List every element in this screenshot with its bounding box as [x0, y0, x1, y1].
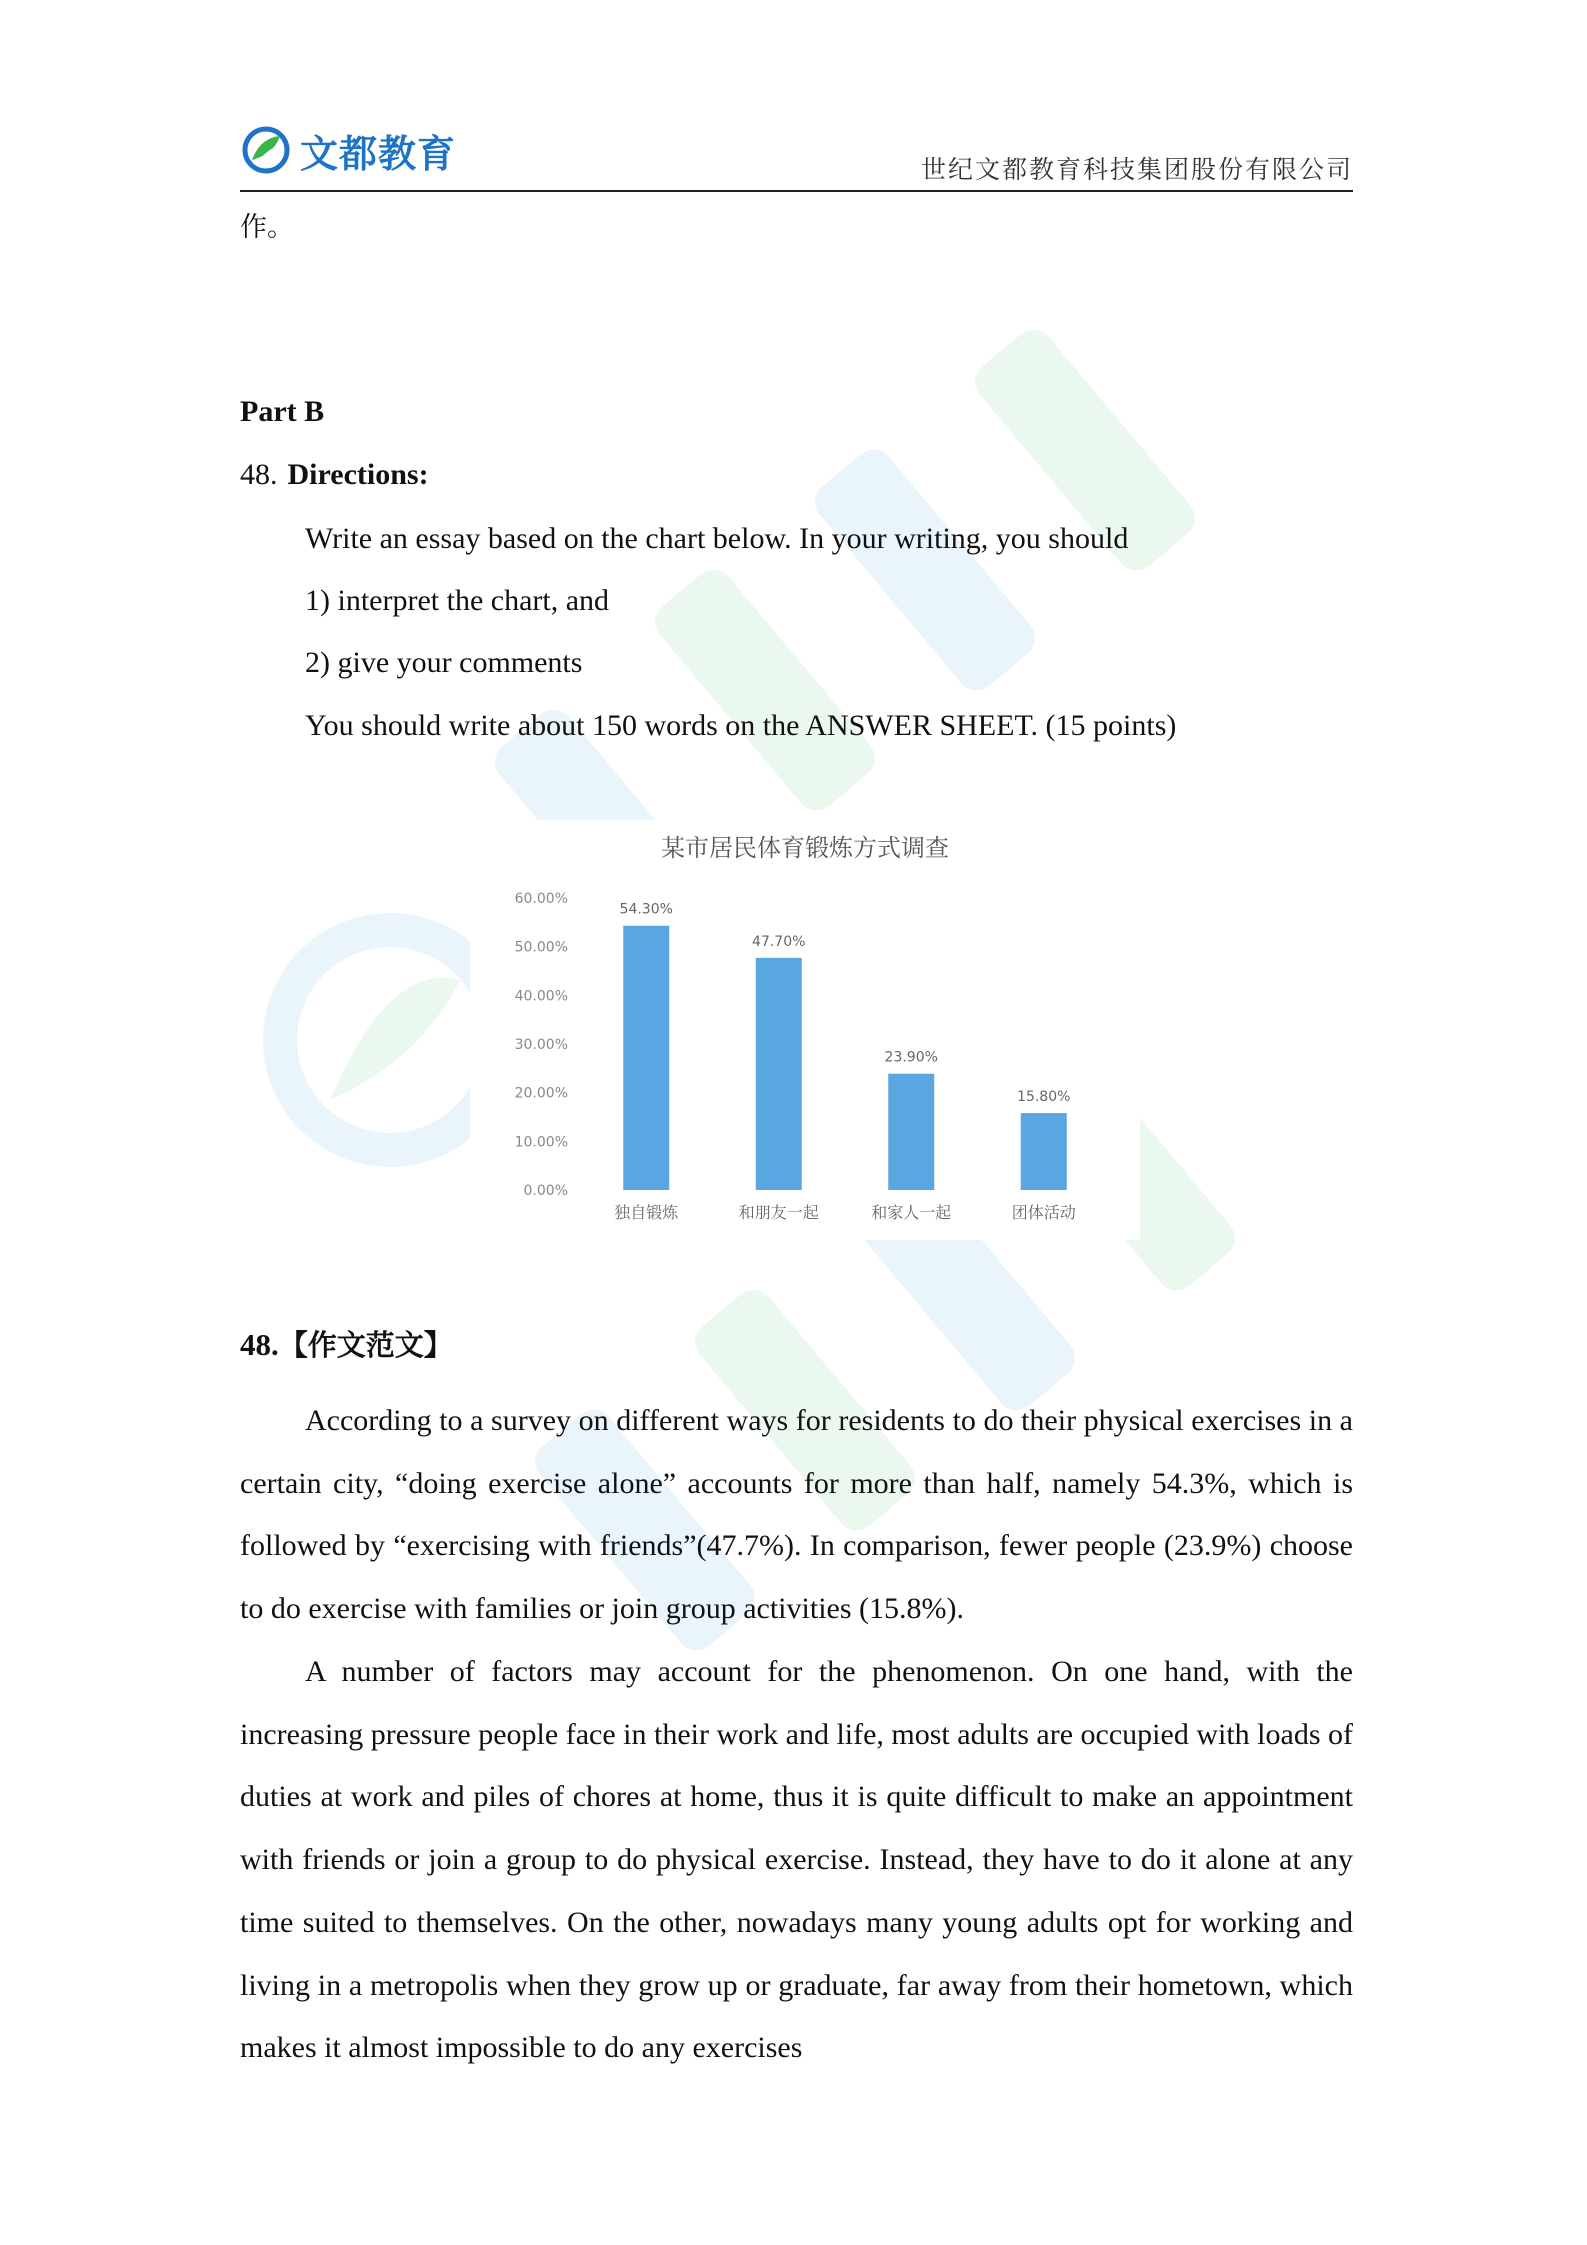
brand-logo	[240, 122, 456, 178]
logo-icon	[240, 124, 292, 176]
bar	[756, 958, 802, 1190]
logo-text: 文都教育	[300, 131, 457, 176]
data-label: 54.30%	[619, 901, 673, 918]
essay-paragraph: According to a survey on different ways for residents to do their physical exercises in a certain city, “doing exercise alone” accounts for more than half, namely 54.3%, which is followed by “exercising with friends”(47.7%). In comparison, fewer people (23.9%) choose to do exercise with families or join group activities (15.8%).	[240, 1404, 1353, 1626]
section-heading: Part B	[240, 395, 325, 428]
y-tick-label: 0.00%	[523, 1183, 568, 1199]
y-tick-label: 30.00%	[514, 1037, 568, 1053]
question-number: 48.	[240, 458, 278, 491]
direction-line: You should write about 150 words on the ANSWER SHEET. (15 points)	[305, 709, 1177, 742]
direction-line: 2) give your comments	[305, 646, 583, 679]
x-tick-label: 团体活动	[1011, 1203, 1076, 1222]
x-tick-label: 独自锻炼	[614, 1203, 679, 1222]
y-tick-label: 10.00%	[514, 1134, 568, 1151]
x-tick-label: 和朋友一起	[738, 1203, 819, 1222]
y-tick-label: 60.00%	[514, 891, 568, 907]
data-label: 15.80%	[1017, 1089, 1071, 1106]
bar-chart	[470, 820, 1140, 1240]
answer-heading	[240, 1323, 453, 1364]
page-header	[240, 118, 1353, 192]
essay-paragraph: A number of factors may account for the phenomenon. On one hand, with the increasing pressure people face in their work and life, most adults are occupied with loads of duties at work and piles of chores at home, thus it is quite difficult to make an appointment with friends or join a group to do physical exercise. Instead, they have to do it alone at any time suited to themselves. On the other, nowadays many young adults opt for working and living in a metropolis when they grow up or graduate, far away from their hometown, which makes it almost impossible to do any exercises	[240, 1655, 1353, 2065]
y-tick-label: 50.00%	[514, 939, 568, 956]
answer-number: 48.	[240, 1327, 279, 1362]
y-tick-label: 20.00%	[514, 1085, 568, 1102]
bar	[1021, 1113, 1067, 1190]
text-fragment: 作。	[240, 212, 294, 243]
directions-label: Directions:	[287, 458, 429, 491]
answer-title: 【作文范文】	[278, 1328, 453, 1362]
bar	[888, 1074, 934, 1190]
data-label: 47.70%	[752, 933, 806, 950]
direction-line: Write an essay based on the chart below. In your writing, you should	[305, 522, 1129, 555]
data-label: 23.90%	[884, 1049, 938, 1066]
bar	[623, 926, 669, 1190]
x-tick-label: 和家人一起	[871, 1203, 952, 1222]
direction-line: 1) interpret the chart, and	[305, 584, 610, 617]
y-tick-label: 40.00%	[514, 988, 568, 1005]
company-name: 世纪文都教育科技集团股份有限公司	[920, 155, 1353, 184]
chart-title: 某市居民体育锻炼方式调查	[661, 834, 949, 862]
question-heading	[240, 458, 429, 492]
